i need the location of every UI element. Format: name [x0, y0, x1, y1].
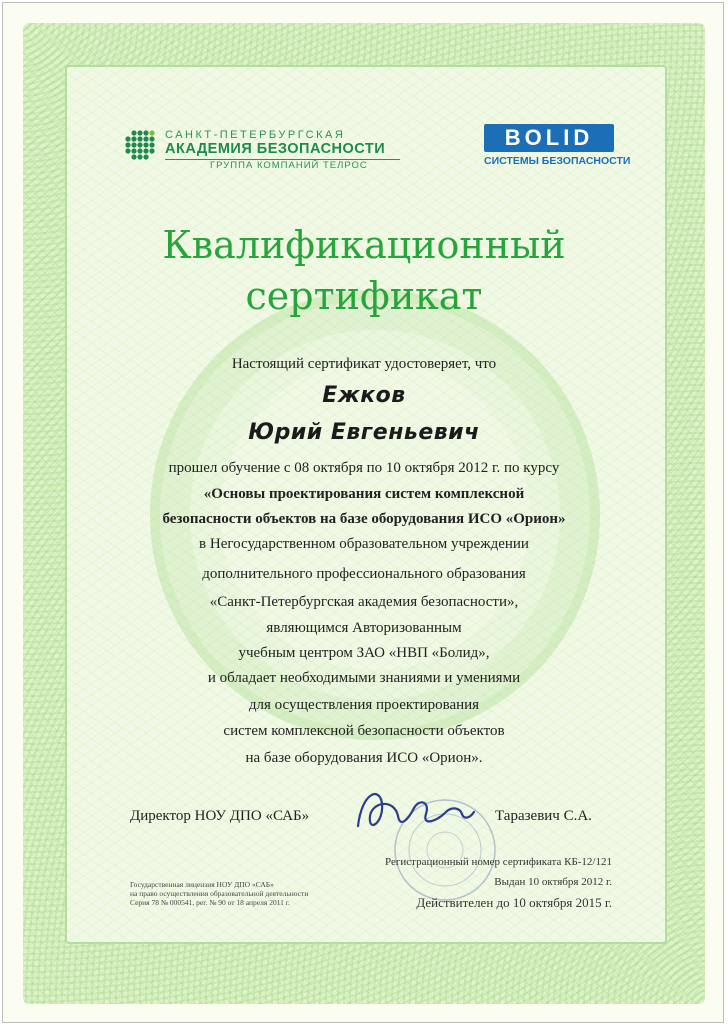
body-line-6: «Санкт-Петербургская академия безопасности», [209, 594, 519, 610]
valid-until: Действителен до 10 октября 2015 г. [416, 895, 612, 910]
bolid-logo [484, 124, 631, 174]
license-line-3: Серия 78 № 000541, рег. № 90 от 18 апреля 2011 г. [130, 898, 290, 907]
bolid-subtitle: СИСТЕМЫ БЕЗОПАСНОСТИ [484, 155, 631, 167]
academy-logo-line1: САНКТ-ПЕТЕРБУРГСКАЯ [165, 129, 346, 141]
license-line-1: Государственная лицензия НОУ ДПО «САБ» [130, 880, 274, 889]
signer-name: Таразевич С.А. [495, 808, 592, 824]
body-line-7: являющимся Авторизованным [266, 620, 462, 636]
course-title-line1: «Основы проектирования систем комплексной [203, 486, 525, 502]
issue-date: Выдан 10 октября 2012 г. [494, 876, 612, 888]
recipient-given-names: Юрий Евгеньевич [248, 420, 480, 445]
course-title-line2: безопасности объектов на базе оборудования ИСО «Орион» [162, 511, 566, 527]
license-line-2: на право осуществления образовательной деятельности [130, 889, 309, 898]
certificate-title-line2: сертификат [245, 274, 483, 318]
bolid-brand: BOLID [484, 124, 614, 152]
body-line-12: на базе оборудования ИСО «Орион». [245, 750, 483, 766]
body-line-8: учебным центром ЗАО «НВП «Болид», [238, 645, 490, 661]
body-line-10: для осуществления проектирования [248, 697, 480, 713]
body-line-1: прошел обучение с 08 октября по 10 октября 2012 г. по курсу [168, 460, 560, 476]
body-line-11: систем комплексной безопасности объектов [223, 723, 505, 739]
academy-logo [122, 127, 407, 172]
director-signature-icon [350, 782, 480, 842]
body-line-9: и обладает необходимыми знаниями и умениями [207, 670, 521, 686]
body-line-4: в Негосударственном образовательном учреждении [199, 536, 529, 552]
director-position: Директор НОУ ДПО «САБ» [130, 808, 310, 824]
recipient-surname: Ежков [322, 383, 406, 408]
academy-logo-line2: АКАДЕМИЯ БЕЗОПАСНОСТИ [165, 141, 386, 157]
certificate-title-line1: Квалификационный [162, 223, 566, 267]
academy-dots-icon [122, 129, 158, 165]
registration-number: Регистрационный номер сертификата КБ-12/121 [385, 856, 612, 868]
body-line-5: дополнительного профессионального образования [202, 566, 526, 582]
academy-logo-line3: ГРУППА КОМПАНИЙ ТЕЛРОС [210, 160, 368, 171]
intro-text: Настоящий сертификат удостоверяет, что [231, 356, 497, 372]
